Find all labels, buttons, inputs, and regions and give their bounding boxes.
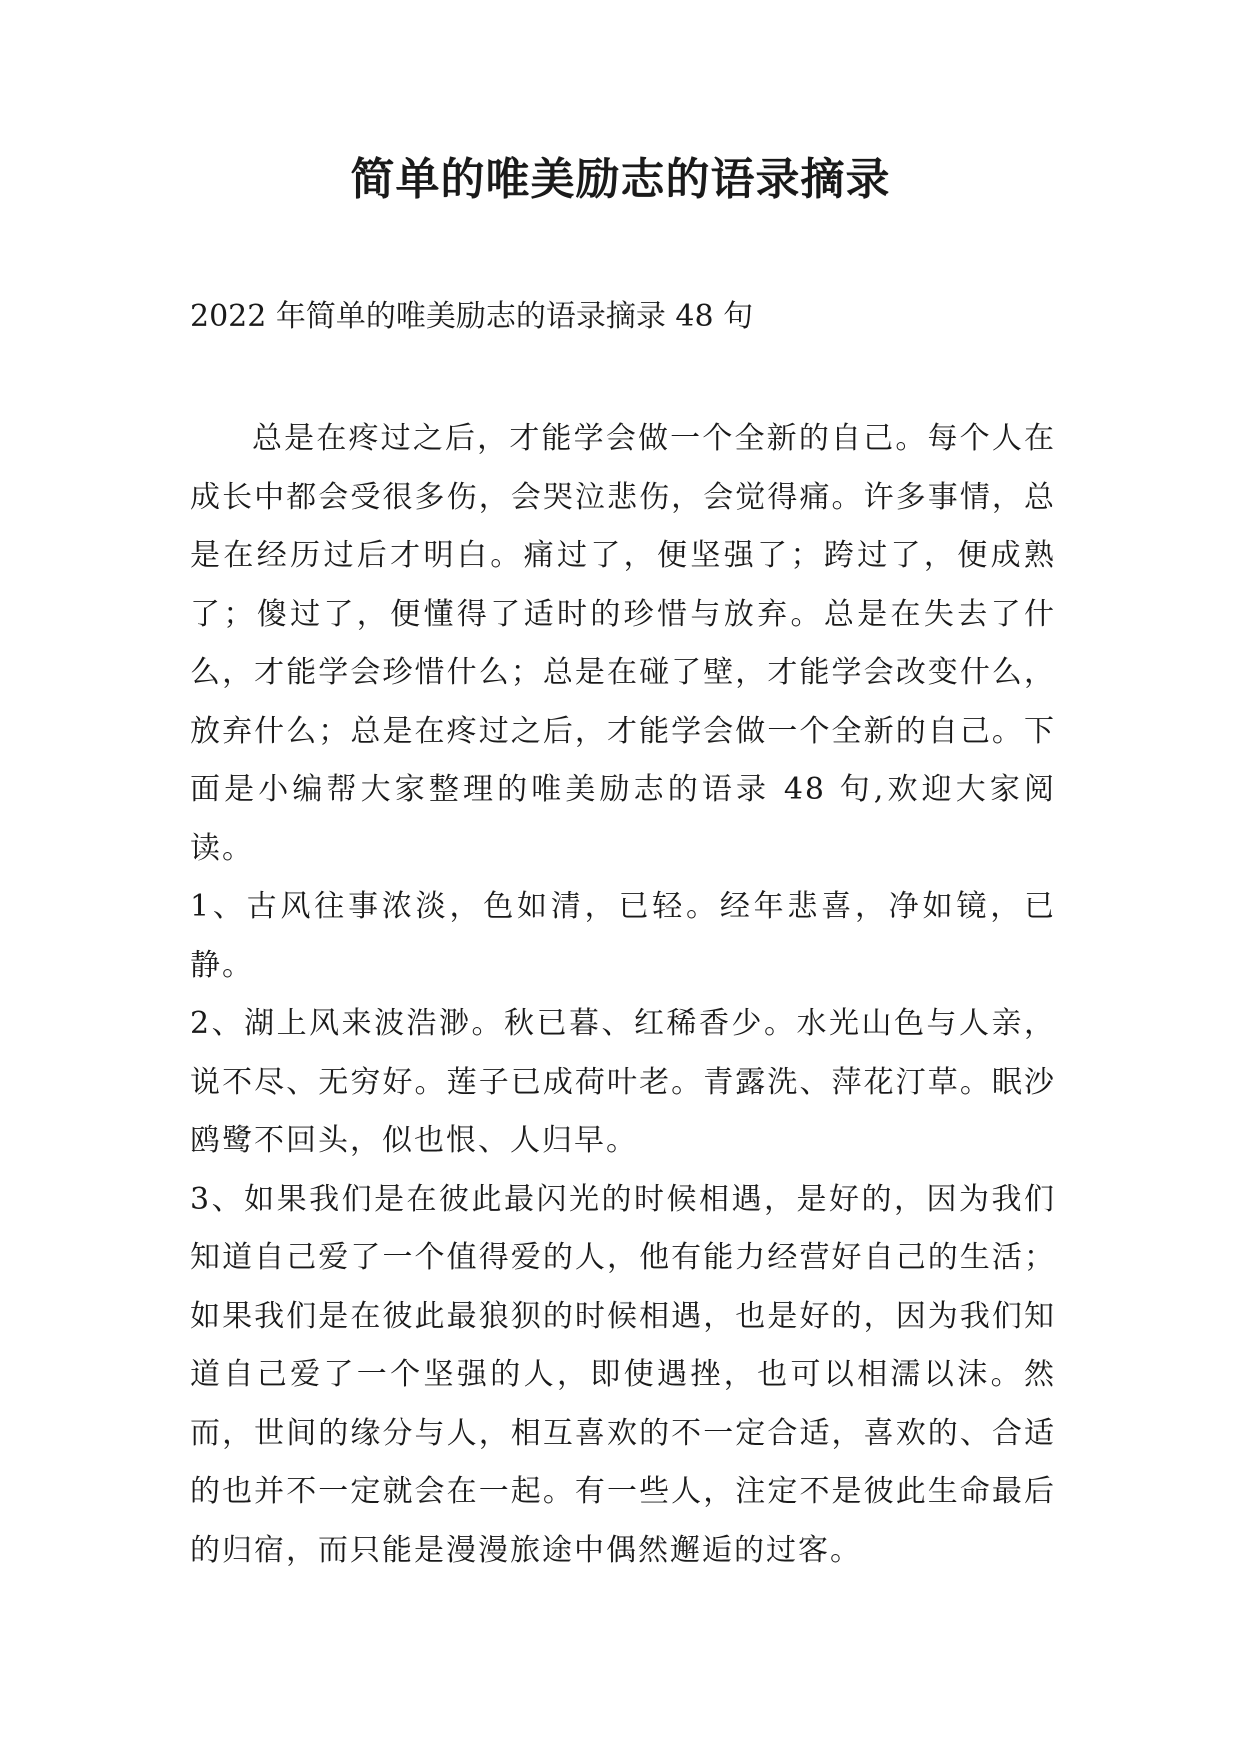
intro-paragraph: 总是在疼过之后，才能学会做一个全新的自己。每个人在成长中都会受很多伤，会哭泣悲伤，会觉得痛。许多事情，总是在经历过后才明白。痛过了，便坚强了；跨过了，便成熟了；傻过了，便懂得了适时的珍惜与放弃。总是在失去了什么，才能学会珍惜什么；总是在碰了壁，才能学会改变什么，放弃什么；总是在疼过之后，才能学会做一个全新的自己。下面是小编帮大家整理的唯美励志的语录 48 句,欢迎大家阅读。 bbox=[190, 421, 1056, 866]
document-body bbox=[190, 410, 1056, 1580]
quote-item-2: 2、湖上风来波浩渺。秋已暮、红稀香少。水光山色与人亲，说不尽、无穷好。莲子已成荷叶老。青露洗、萍花汀草。眠沙鸥鹭不回头，似也恨、人归早。 bbox=[190, 1006, 1056, 1158]
quote-item-1: 1、古风往事浓淡，色如清，已轻。经年悲喜，净如镜，已静。 bbox=[190, 889, 1056, 983]
document-subtitle: 2022 年简单的唯美励志的语录摘录 48 句 bbox=[190, 299, 754, 334]
quote-item-3: 3、如果我们是在彼此最闪光的时候相遇，是好的，因为我们知道自己爱了一个值得爱的人，他有能力经营好自己的生活；如果我们是在彼此最狼狈的时候相遇，也是好的，因为我们知道自己爱了一个坚强的人，即使遇挫，也可以相濡以沫。然而，世间的缘分与人，相互喜欢的不一定合适，喜欢的、合适的也并不一定就会在一起。有一些人，注定不是彼此生命最后的归宿，而只能是漫漫旅途中偶然邂逅的过客。 bbox=[190, 1181, 1056, 1568]
document-title: 简单的唯美励志的语录摘录 bbox=[350, 154, 891, 205]
